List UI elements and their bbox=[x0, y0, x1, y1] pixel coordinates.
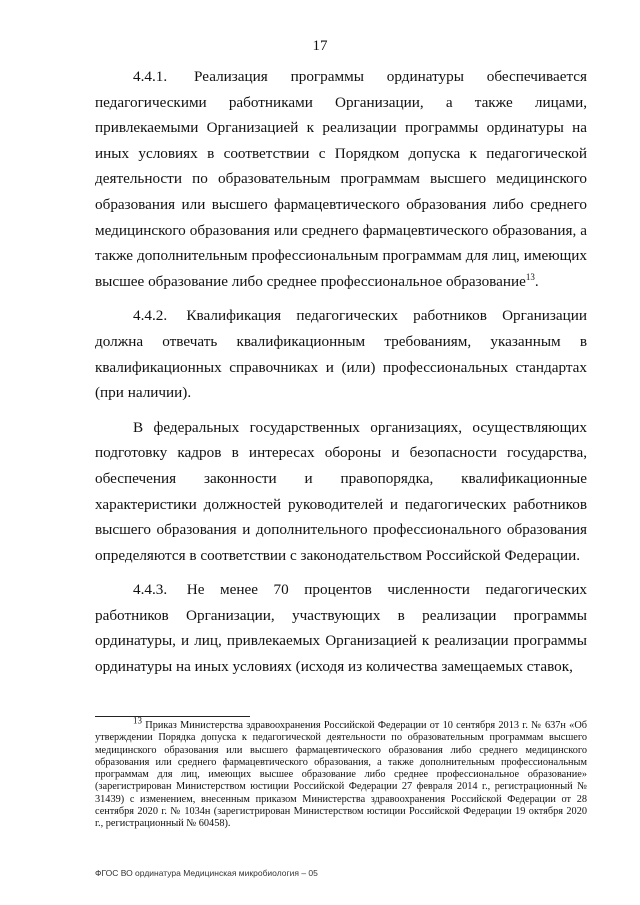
page-number: 17 bbox=[312, 38, 328, 54]
paragraph-number: 4.4.3. bbox=[133, 581, 168, 599]
footnote-13 bbox=[95, 715, 587, 831]
paragraph-text: Реализация программы ординатуры обеспечивается педагогическими работниками Организации, а также лицами, привлекаемыми Организацией к реализации программы ординатуры на иных условиях в соответствии с Порядком допуска к педагогической деятельности по образовательным программам высшего медицинского образования или высшего фармацевтического образования либо среднего медицинского образования или среднего фармацевтического образования, а также дополнительным профессиональным программам для лиц, имеющих высшее образование либо среднее профессиональное образование bbox=[95, 68, 587, 290]
paragraph-text: Квалификация педагогических работников Организации должна отвечать квалификационным требованиям, указанным в квалификационных справочниках и (или) профессиональных стандартах (при наличии). bbox=[95, 307, 587, 402]
paragraph-4-4-1 bbox=[95, 64, 587, 294]
page-footer: ФГОС ВО ординатура Медицинская микробиология – 05 bbox=[95, 868, 318, 878]
paragraph-text: В федеральных государственных организациях, осуществляющих подготовку кадров в интересах обороны и безопасности государства, обеспечения законности и правопорядка, квалификационные характеристики должностей руководителей и педагогических работников высшего образования и дополнительного профессионального образования определяются в соответствии с законодательством Российской Федерации. bbox=[95, 418, 587, 564]
paragraph-number: 4.4.2. bbox=[133, 307, 168, 325]
paragraph-federal-organizations bbox=[95, 415, 587, 569]
paragraph-4-4-3 bbox=[95, 577, 587, 679]
footnote-marker: 13 bbox=[133, 715, 142, 726]
paragraph-number: 4.4.1. bbox=[133, 68, 168, 85]
footnote-reference[interactable]: 13 bbox=[525, 271, 535, 282]
paragraph-text: Не менее 70 процентов численности педагогических работников Организации, участвующих в реализации программы ординатуры, и лиц, привлекаемых Организацией к реализации программы ординатуры на иных условиях (исходя из количества замещаемых ставок, bbox=[95, 581, 588, 676]
paragraph-end-punct: . bbox=[534, 272, 539, 290]
paragraph-4-4-2 bbox=[95, 303, 587, 405]
footnote-text: Приказ Министерства здравоохранения Российской Федерации от 10 сентября 2013 г. № 637н «Об утверждении Порядка допуска к педагогической деятельности по образовательным программам высшего медицинского образования или высшего фармацевтического образования либо среднего медицинского образования или среднего фармацевтического образования, а также дополнительным профессиональным программам для лиц, имеющих высшее образование либо среднее профессиональное образование» (зарегистрирован Министерством юстиции Российской Федерации 27 февраля 2014 г., регистрационный № 31439) с изменением, внесенным приказом Министерства здравоохранения Российской Федерации от 28 сентября 2020 г. № 1034н (зарегистрирован Министерством юстиции Российской Федерации 19 октября 2020 г., регистрационный № 60458). bbox=[95, 720, 587, 830]
footnote-separator bbox=[95, 716, 250, 717]
body-text bbox=[95, 64, 587, 689]
